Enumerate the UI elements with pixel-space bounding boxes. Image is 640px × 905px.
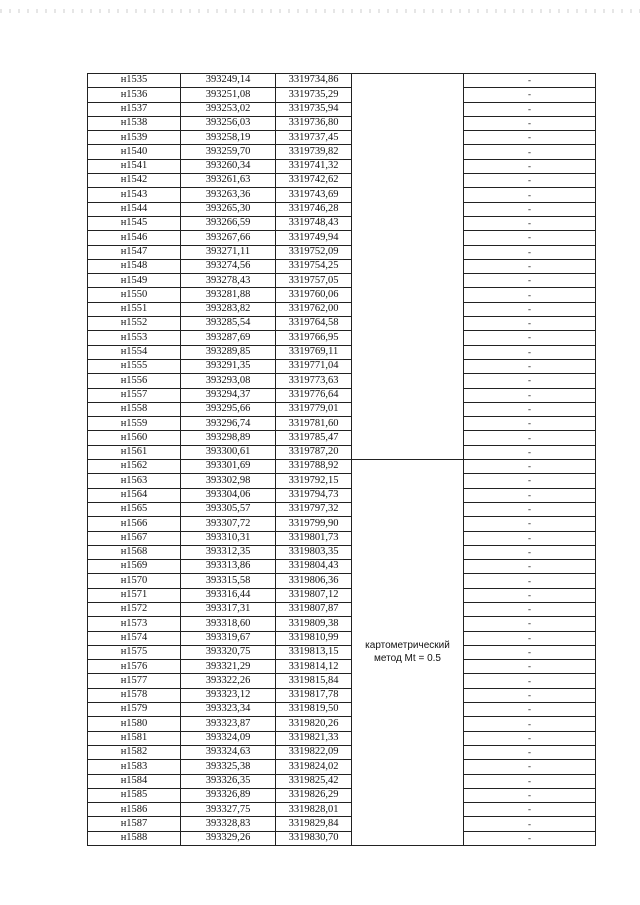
table-row	[88, 131, 596, 145]
accuracy-dash-cell: -	[464, 760, 596, 774]
y-coordinate-cell: 3319748,43	[276, 216, 352, 230]
method-label-line2: метод Mt = 0.5	[374, 652, 441, 664]
point-id-cell: н1539	[88, 131, 181, 145]
point-id-cell: н1547	[88, 245, 181, 259]
point-id-cell: н1568	[88, 545, 181, 559]
table-row	[88, 731, 596, 745]
x-coordinate-cell: 393312,35	[181, 545, 276, 559]
accuracy-dash-cell: -	[464, 674, 596, 688]
point-id-cell: н1542	[88, 174, 181, 188]
table-row	[88, 259, 596, 273]
x-coordinate-cell: 393295,66	[181, 402, 276, 416]
y-coordinate-cell: 3319813,15	[276, 645, 352, 659]
y-coordinate-cell: 3319737,45	[276, 131, 352, 145]
x-coordinate-cell: 393289,85	[181, 345, 276, 359]
y-coordinate-cell: 3319826,29	[276, 788, 352, 802]
x-coordinate-cell: 393267,66	[181, 231, 276, 245]
point-id-cell: н1585	[88, 788, 181, 802]
table-row	[88, 245, 596, 259]
y-coordinate-cell: 3319771,04	[276, 359, 352, 373]
point-id-cell: н1577	[88, 674, 181, 688]
accuracy-dash-cell: -	[464, 445, 596, 459]
accuracy-dash-cell: -	[464, 317, 596, 331]
x-coordinate-cell: 393258,19	[181, 131, 276, 145]
y-coordinate-cell: 3319822,09	[276, 745, 352, 759]
point-id-cell: н1553	[88, 331, 181, 345]
x-coordinate-cell: 393287,69	[181, 331, 276, 345]
point-id-cell: н1572	[88, 602, 181, 616]
accuracy-dash-cell: -	[464, 560, 596, 574]
y-coordinate-cell: 3319741,32	[276, 159, 352, 173]
x-coordinate-cell: 393318,60	[181, 617, 276, 631]
table-row	[88, 174, 596, 188]
scan-artifact-strip	[0, 9, 640, 13]
table-row	[88, 531, 596, 545]
accuracy-dash-cell: -	[464, 703, 596, 717]
x-coordinate-cell: 393310,31	[181, 531, 276, 545]
accuracy-dash-cell: -	[464, 688, 596, 702]
point-id-cell: н1545	[88, 216, 181, 230]
y-coordinate-cell: 3319752,09	[276, 245, 352, 259]
accuracy-dash-cell: -	[464, 245, 596, 259]
table-row	[88, 803, 596, 817]
point-id-cell: н1583	[88, 760, 181, 774]
x-coordinate-cell: 393323,12	[181, 688, 276, 702]
method-label-line1: картометрический	[365, 640, 450, 652]
y-coordinate-cell: 3319776,64	[276, 388, 352, 402]
y-coordinate-cell: 3319769,11	[276, 345, 352, 359]
y-coordinate-cell: 3319814,12	[276, 660, 352, 674]
accuracy-dash-cell: -	[464, 574, 596, 588]
x-coordinate-cell: 393274,56	[181, 259, 276, 273]
accuracy-dash-cell: -	[464, 216, 596, 230]
x-coordinate-cell: 393315,58	[181, 574, 276, 588]
table-row	[88, 445, 596, 459]
point-id-cell: н1565	[88, 502, 181, 516]
y-coordinate-cell: 3319806,36	[276, 574, 352, 588]
y-coordinate-cell: 3319829,84	[276, 817, 352, 831]
accuracy-dash-cell: -	[464, 774, 596, 788]
y-coordinate-cell: 3319825,42	[276, 774, 352, 788]
point-id-cell: н1559	[88, 417, 181, 431]
table-row	[88, 645, 596, 659]
table-row	[88, 703, 596, 717]
x-coordinate-cell: 393278,43	[181, 274, 276, 288]
point-id-cell: н1584	[88, 774, 181, 788]
point-id-cell: н1578	[88, 688, 181, 702]
y-coordinate-cell: 3319785,47	[276, 431, 352, 445]
y-coordinate-cell: 3319807,87	[276, 602, 352, 616]
point-id-cell: н1571	[88, 588, 181, 602]
x-coordinate-cell: 393266,59	[181, 216, 276, 230]
table-row	[88, 460, 596, 474]
x-coordinate-cell: 393260,34	[181, 159, 276, 173]
y-coordinate-cell: 3319797,32	[276, 502, 352, 516]
point-id-cell: н1551	[88, 302, 181, 316]
point-id-cell: н1579	[88, 703, 181, 717]
accuracy-dash-cell: -	[464, 388, 596, 402]
table-row	[88, 488, 596, 502]
point-id-cell: н1586	[88, 803, 181, 817]
method-cell	[352, 460, 464, 846]
accuracy-dash-cell: -	[464, 731, 596, 745]
y-coordinate-cell: 3319773,63	[276, 374, 352, 388]
point-id-cell: н1564	[88, 488, 181, 502]
x-coordinate-cell: 393302,98	[181, 474, 276, 488]
y-coordinate-cell: 3319760,06	[276, 288, 352, 302]
y-coordinate-cell: 3319824,02	[276, 760, 352, 774]
table-row	[88, 574, 596, 588]
point-id-cell: н1540	[88, 145, 181, 159]
x-coordinate-cell: 393293,08	[181, 374, 276, 388]
x-coordinate-cell: 393265,30	[181, 202, 276, 216]
point-id-cell: н1582	[88, 745, 181, 759]
y-coordinate-cell: 3319735,94	[276, 102, 352, 116]
table-row	[88, 374, 596, 388]
point-id-cell: н1575	[88, 645, 181, 659]
table-row	[88, 417, 596, 431]
x-coordinate-cell: 393285,54	[181, 317, 276, 331]
x-coordinate-cell: 393300,61	[181, 445, 276, 459]
x-coordinate-cell: 393281,88	[181, 288, 276, 302]
y-coordinate-cell: 3319809,38	[276, 617, 352, 631]
accuracy-dash-cell: -	[464, 88, 596, 102]
table-row	[88, 631, 596, 645]
accuracy-dash-cell: -	[464, 359, 596, 373]
table-row	[88, 745, 596, 759]
table-row	[88, 202, 596, 216]
y-coordinate-cell: 3319779,01	[276, 402, 352, 416]
accuracy-dash-cell: -	[464, 74, 596, 88]
y-coordinate-cell: 3319749,94	[276, 231, 352, 245]
table-row	[88, 159, 596, 173]
point-id-cell: н1549	[88, 274, 181, 288]
accuracy-dash-cell: -	[464, 145, 596, 159]
x-coordinate-cell: 393328,83	[181, 817, 276, 831]
coordinates-table-body	[88, 74, 596, 846]
point-id-cell: н1557	[88, 388, 181, 402]
accuracy-dash-cell: -	[464, 345, 596, 359]
point-id-cell: н1537	[88, 102, 181, 116]
y-coordinate-cell: 3319734,86	[276, 74, 352, 88]
x-coordinate-cell: 393283,82	[181, 302, 276, 316]
table-row	[88, 602, 596, 616]
table-row	[88, 760, 596, 774]
point-id-cell: н1556	[88, 374, 181, 388]
accuracy-dash-cell: -	[464, 660, 596, 674]
accuracy-dash-cell: -	[464, 402, 596, 416]
y-coordinate-cell: 3319764,58	[276, 317, 352, 331]
table-row	[88, 302, 596, 316]
table-row	[88, 145, 596, 159]
x-coordinate-cell: 393317,31	[181, 602, 276, 616]
x-coordinate-cell: 393321,29	[181, 660, 276, 674]
x-coordinate-cell: 393305,57	[181, 502, 276, 516]
table-row	[88, 788, 596, 802]
y-coordinate-cell: 3319736,80	[276, 116, 352, 130]
y-coordinate-cell: 3319746,28	[276, 202, 352, 216]
point-id-cell: н1554	[88, 345, 181, 359]
x-coordinate-cell: 393313,86	[181, 560, 276, 574]
point-id-cell: н1566	[88, 517, 181, 531]
accuracy-dash-cell: -	[464, 417, 596, 431]
point-id-cell: н1544	[88, 202, 181, 216]
accuracy-dash-cell: -	[464, 717, 596, 731]
table-row	[88, 717, 596, 731]
x-coordinate-cell: 393320,75	[181, 645, 276, 659]
point-id-cell: н1548	[88, 259, 181, 273]
coordinates-table	[87, 73, 596, 846]
table-row	[88, 331, 596, 345]
point-id-cell: н1563	[88, 474, 181, 488]
x-coordinate-cell: 393307,72	[181, 517, 276, 531]
y-coordinate-cell: 3319815,84	[276, 674, 352, 688]
table-row	[88, 660, 596, 674]
table-row	[88, 288, 596, 302]
table-row	[88, 317, 596, 331]
accuracy-dash-cell: -	[464, 631, 596, 645]
y-coordinate-cell: 3319821,33	[276, 731, 352, 745]
point-id-cell: н1535	[88, 74, 181, 88]
x-coordinate-cell: 393261,63	[181, 174, 276, 188]
point-id-cell: н1541	[88, 159, 181, 173]
point-id-cell: н1580	[88, 717, 181, 731]
point-id-cell: н1574	[88, 631, 181, 645]
accuracy-dash-cell: -	[464, 488, 596, 502]
x-coordinate-cell: 393301,69	[181, 460, 276, 474]
point-id-cell: н1555	[88, 359, 181, 373]
table-row	[88, 831, 596, 845]
x-coordinate-cell: 393253,02	[181, 102, 276, 116]
y-coordinate-cell: 3319828,01	[276, 803, 352, 817]
accuracy-dash-cell: -	[464, 517, 596, 531]
table-row	[88, 560, 596, 574]
x-coordinate-cell: 393304,06	[181, 488, 276, 502]
x-coordinate-cell: 393323,34	[181, 703, 276, 717]
accuracy-dash-cell: -	[464, 374, 596, 388]
y-coordinate-cell: 3319807,12	[276, 588, 352, 602]
accuracy-dash-cell: -	[464, 531, 596, 545]
table-row	[88, 517, 596, 531]
accuracy-dash-cell: -	[464, 788, 596, 802]
y-coordinate-cell: 3319819,50	[276, 703, 352, 717]
table-row	[88, 774, 596, 788]
y-coordinate-cell: 3319766,95	[276, 331, 352, 345]
accuracy-dash-cell: -	[464, 431, 596, 445]
point-id-cell: н1587	[88, 817, 181, 831]
y-coordinate-cell: 3319804,43	[276, 560, 352, 574]
point-id-cell: н1576	[88, 660, 181, 674]
y-coordinate-cell: 3319817,78	[276, 688, 352, 702]
y-coordinate-cell: 3319739,82	[276, 145, 352, 159]
y-coordinate-cell: 3319810,99	[276, 631, 352, 645]
point-id-cell: н1546	[88, 231, 181, 245]
table-row	[88, 231, 596, 245]
accuracy-dash-cell: -	[464, 602, 596, 616]
table-row	[88, 431, 596, 445]
y-coordinate-cell: 3319742,62	[276, 174, 352, 188]
accuracy-dash-cell: -	[464, 817, 596, 831]
y-coordinate-cell: 3319762,00	[276, 302, 352, 316]
x-coordinate-cell: 393322,26	[181, 674, 276, 688]
point-id-cell: н1560	[88, 431, 181, 445]
y-coordinate-cell: 3319754,25	[276, 259, 352, 273]
accuracy-dash-cell: -	[464, 116, 596, 130]
table-row	[88, 588, 596, 602]
accuracy-dash-cell: -	[464, 288, 596, 302]
point-id-cell: н1567	[88, 531, 181, 545]
x-coordinate-cell: 393325,38	[181, 760, 276, 774]
y-coordinate-cell: 3319801,73	[276, 531, 352, 545]
table-row	[88, 359, 596, 373]
point-id-cell: н1570	[88, 574, 181, 588]
table-row	[88, 116, 596, 130]
accuracy-dash-cell: -	[464, 645, 596, 659]
point-id-cell: н1562	[88, 460, 181, 474]
accuracy-dash-cell: -	[464, 131, 596, 145]
point-id-cell: н1569	[88, 560, 181, 574]
x-coordinate-cell: 393291,35	[181, 359, 276, 373]
table-row	[88, 188, 596, 202]
table-row	[88, 688, 596, 702]
y-coordinate-cell: 3319799,90	[276, 517, 352, 531]
point-id-cell: н1550	[88, 288, 181, 302]
x-coordinate-cell: 393319,67	[181, 631, 276, 645]
table-row	[88, 617, 596, 631]
table-row	[88, 88, 596, 102]
y-coordinate-cell: 3319830,70	[276, 831, 352, 845]
x-coordinate-cell: 393327,75	[181, 803, 276, 817]
accuracy-dash-cell: -	[464, 460, 596, 474]
x-coordinate-cell: 393259,70	[181, 145, 276, 159]
point-id-cell: н1543	[88, 188, 181, 202]
y-coordinate-cell: 3319792,15	[276, 474, 352, 488]
x-coordinate-cell: 393271,11	[181, 245, 276, 259]
accuracy-dash-cell: -	[464, 231, 596, 245]
table-row	[88, 388, 596, 402]
y-coordinate-cell: 3319735,29	[276, 88, 352, 102]
accuracy-dash-cell: -	[464, 331, 596, 345]
y-coordinate-cell: 3319794,73	[276, 488, 352, 502]
accuracy-dash-cell: -	[464, 588, 596, 602]
accuracy-dash-cell: -	[464, 502, 596, 516]
accuracy-dash-cell: -	[464, 545, 596, 559]
y-coordinate-cell: 3319743,69	[276, 188, 352, 202]
accuracy-dash-cell: -	[464, 617, 596, 631]
x-coordinate-cell: 393316,44	[181, 588, 276, 602]
x-coordinate-cell: 393256,03	[181, 116, 276, 130]
accuracy-dash-cell: -	[464, 803, 596, 817]
point-id-cell: н1536	[88, 88, 181, 102]
point-id-cell: н1558	[88, 402, 181, 416]
y-coordinate-cell: 3319788,92	[276, 460, 352, 474]
y-coordinate-cell: 3319803,35	[276, 545, 352, 559]
table-row	[88, 74, 596, 88]
table-row	[88, 402, 596, 416]
table-row	[88, 545, 596, 559]
accuracy-dash-cell: -	[464, 202, 596, 216]
y-coordinate-cell: 3319757,05	[276, 274, 352, 288]
y-coordinate-cell: 3319787,20	[276, 445, 352, 459]
method-cell-empty	[352, 74, 464, 460]
x-coordinate-cell: 393329,26	[181, 831, 276, 845]
table-row	[88, 502, 596, 516]
accuracy-dash-cell: -	[464, 259, 596, 273]
x-coordinate-cell: 393249,14	[181, 74, 276, 88]
x-coordinate-cell: 393326,35	[181, 774, 276, 788]
x-coordinate-cell: 393324,63	[181, 745, 276, 759]
x-coordinate-cell: 393298,89	[181, 431, 276, 445]
table-row	[88, 216, 596, 230]
accuracy-dash-cell: -	[464, 302, 596, 316]
point-id-cell: н1588	[88, 831, 181, 845]
x-coordinate-cell: 393323,87	[181, 717, 276, 731]
x-coordinate-cell: 393251,08	[181, 88, 276, 102]
accuracy-dash-cell: -	[464, 831, 596, 845]
table-row	[88, 345, 596, 359]
table-row	[88, 817, 596, 831]
table-row	[88, 274, 596, 288]
table-row	[88, 102, 596, 116]
point-id-cell: н1573	[88, 617, 181, 631]
accuracy-dash-cell: -	[464, 188, 596, 202]
table-row	[88, 474, 596, 488]
accuracy-dash-cell: -	[464, 174, 596, 188]
y-coordinate-cell: 3319781,60	[276, 417, 352, 431]
y-coordinate-cell: 3319820,26	[276, 717, 352, 731]
accuracy-dash-cell: -	[464, 159, 596, 173]
accuracy-dash-cell: -	[464, 102, 596, 116]
x-coordinate-cell: 393296,74	[181, 417, 276, 431]
x-coordinate-cell: 393294,37	[181, 388, 276, 402]
accuracy-dash-cell: -	[464, 474, 596, 488]
point-id-cell: н1552	[88, 317, 181, 331]
table-row	[88, 674, 596, 688]
accuracy-dash-cell: -	[464, 274, 596, 288]
x-coordinate-cell: 393324,09	[181, 731, 276, 745]
point-id-cell: н1561	[88, 445, 181, 459]
x-coordinate-cell: 393326,89	[181, 788, 276, 802]
x-coordinate-cell: 393263,36	[181, 188, 276, 202]
point-id-cell: н1538	[88, 116, 181, 130]
point-id-cell: н1581	[88, 731, 181, 745]
accuracy-dash-cell: -	[464, 745, 596, 759]
